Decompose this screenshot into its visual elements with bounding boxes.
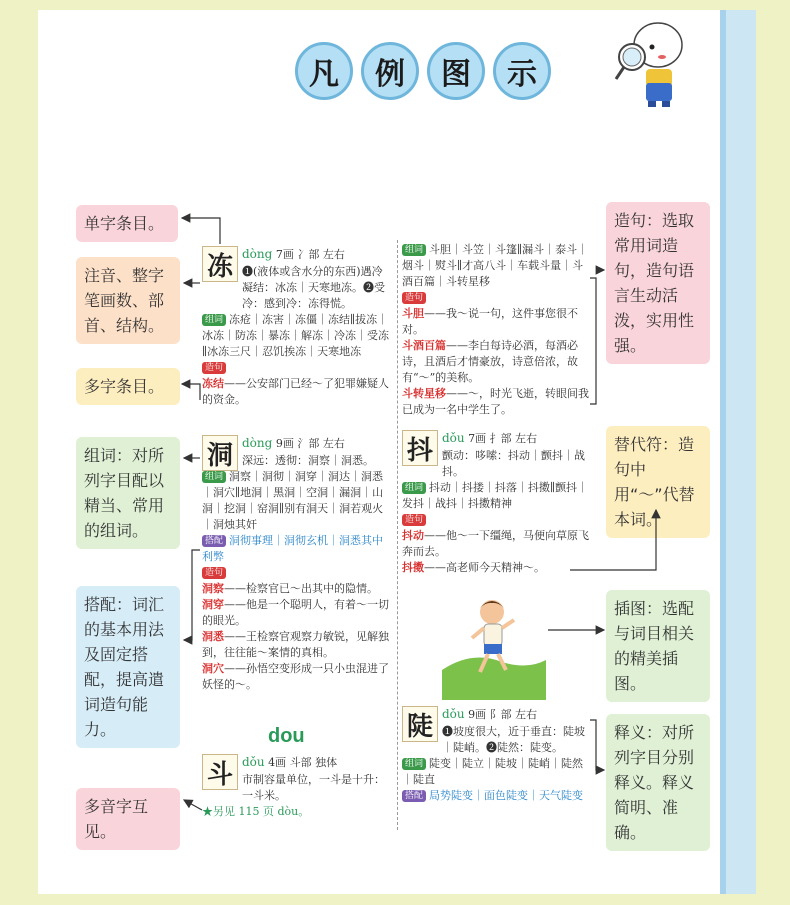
sentence-word: 洞穿	[202, 598, 224, 611]
sentence	[202, 597, 392, 629]
tag-words: 组词	[202, 471, 226, 483]
entry-meta: 4画 斗部 独体	[268, 756, 338, 769]
entry-meta: 7画 冫部 左右	[275, 248, 345, 261]
entry-head-dong2: 洞	[202, 435, 238, 471]
sentence-word: 洞悉	[202, 630, 224, 643]
tag-sentence: 造句	[402, 514, 426, 526]
definition: ❶(液体或含水分的东西)遇冷凝结：冰冻｜天寒地冻。❷受冷：感到冷：冻得慌。	[242, 265, 385, 310]
sentence	[402, 386, 590, 418]
sentence-text: ——孙悟空变形成一只小虫混进了妖怪的～。	[202, 662, 389, 691]
entry-dong2	[242, 435, 390, 452]
tag-words: 组词	[402, 758, 426, 770]
entry-dou3	[442, 706, 590, 723]
section-pinyin: dou	[268, 725, 305, 747]
note-collocation: 搭配：词汇的基本用法及固定搭配，提高遣词造句能力。	[76, 586, 180, 748]
tag-words: 组词	[202, 314, 226, 326]
sentence	[202, 661, 392, 693]
sentence-word: 斗转星移	[402, 387, 446, 400]
word-list: 抖动｜抖搂｜抖落｜抖擞∥颤抖｜发抖｜战抖｜抖擞精神	[402, 481, 589, 510]
word-group	[402, 756, 590, 788]
tag-words: 组词	[402, 482, 426, 494]
page-edge-strip	[720, 10, 756, 894]
sentence-word: 洞察	[202, 582, 224, 595]
sentence-block	[402, 512, 590, 528]
sentence-word: 洞穴	[202, 662, 224, 675]
note-definition: 释义：对所列字目分别释义。释义简明、准确。	[606, 714, 710, 851]
note-substitute: 替代符：造句中用“～”代替本词。	[606, 426, 710, 538]
entry-head-dou2: 抖	[402, 430, 438, 466]
pinyin: dǒu	[242, 755, 265, 769]
definition: 市制容量单位，一斗是十升：一斗米。	[242, 773, 385, 802]
sentence-block	[202, 565, 392, 581]
sentence	[402, 338, 590, 386]
word-group	[402, 242, 590, 290]
column-divider	[397, 240, 398, 830]
entry-dong	[242, 246, 390, 263]
tag-colloc: 搭配	[402, 790, 426, 802]
tag-words: 组词	[402, 244, 426, 256]
sentence-text: ——他是一个聪明人，有着～一切的眼光。	[202, 598, 389, 627]
title-char: 例	[361, 42, 419, 100]
pinyin: dòng	[242, 436, 273, 450]
sentence-word: 抖擞	[402, 561, 424, 574]
sentence-text: ——高老师今天精神～。	[424, 561, 545, 574]
entry-dou	[242, 754, 392, 771]
entry-dou-body	[202, 772, 392, 820]
entry-meta: 9画 氵部 左右	[275, 437, 345, 450]
colloc-list: 局势陡变｜面色陡变｜天气陡变	[429, 789, 584, 802]
entry-dou-continued	[402, 242, 590, 418]
boy-running-illustration	[442, 590, 546, 700]
entry-dou3-body	[402, 724, 590, 804]
tag-sentence: 造句	[402, 292, 426, 304]
note-illustration: 插图：选配与词目相关的精美插图。	[606, 590, 710, 702]
pinyin: dǒu	[442, 707, 465, 721]
collocation-block	[202, 533, 392, 565]
sentence-word: 冻结	[202, 377, 224, 390]
sentence-text: ——我～说一句，这件事您很不对。	[402, 307, 578, 336]
title-char: 凡	[295, 42, 353, 100]
word-group	[402, 480, 590, 512]
sentence-word: 抖动	[402, 529, 424, 542]
sentence	[402, 560, 590, 576]
entry-dong2-body	[202, 453, 392, 693]
entry-dong-body	[202, 264, 392, 408]
note-sentence: 造句：选取常用词造句，造句语言生动活泼，实用性强。	[606, 202, 710, 364]
tag-sentence: 造句	[202, 362, 226, 374]
tag-colloc: 搭配	[202, 535, 226, 547]
pinyin: dǒu	[442, 431, 465, 445]
sentence-text: ——公安部门已经～了犯罪嫌疑人的资金。	[202, 377, 389, 406]
definition: 深远：透彻：洞察｜洞悉。	[242, 454, 374, 467]
entry-meta: 7画 扌部 左右	[468, 432, 538, 445]
sentence-text: ——检察官已～出其中的隐情。	[224, 582, 378, 595]
colloc-list: 洞彻事理｜洞彻玄机｜洞悉其中利弊	[202, 534, 384, 563]
sentence-text: ——王检察官观察力敏锐，见解独到，往往能～案情的真相。	[202, 630, 389, 659]
title-char: 图	[427, 42, 485, 100]
sentence	[202, 629, 392, 661]
definition: 颤动：哆嗦：抖动｜颤抖｜战抖。	[442, 449, 585, 478]
sentence-word: 斗胆	[402, 307, 424, 320]
tag-sentence: 造句	[202, 567, 226, 579]
note-multi-entry: 多字条目。	[76, 368, 180, 405]
word-list: 陡变｜陡立｜陡坡｜陡峭｜陡然｜陡直	[402, 757, 584, 786]
page-title	[295, 42, 551, 100]
word-list: 洞察｜洞彻｜洞穿｜洞达｜洞悉｜洞穴∥地洞｜黑洞｜空洞｜漏洞｜山洞｜挖洞｜窑洞∥别有洞天｜洞若观火｜洞烛其奸	[202, 470, 384, 531]
note-phonetic: 注音、整字笔画数、部首、结构。	[76, 257, 180, 344]
sentence-block	[402, 290, 590, 306]
word-list: 斗胆｜斗笠｜斗篷∥漏斗｜泰斗｜烟斗｜熨斗∥才高八斗｜车载斗量｜斗酒百篇｜斗转星移	[402, 243, 589, 288]
sentence-text: ——～，时光飞逝，转眼间我已成为一名中学生了。	[402, 387, 589, 416]
entry-dou2	[442, 430, 590, 447]
word-list: 冻疮｜冻害｜冻僵｜冻结∥拔冻｜冰冻｜防冻｜暴冻｜解冻｜冷冻｜受冻∥冰冻三尺｜忍饥挨冻｜天寒地冻	[202, 313, 389, 358]
sentence-block	[202, 360, 392, 408]
see-also: ★另见 115 页 dòu。	[202, 805, 310, 818]
definition: ❶坡度很大，近于垂直：陡坡｜陡峭。❷陡然：陡变。	[442, 725, 585, 754]
title-char: 示	[493, 42, 551, 100]
collocation-block	[402, 788, 590, 804]
word-group	[202, 312, 392, 360]
entry-head-dong: 冻	[202, 246, 238, 282]
note-polyphone: 多音字互见。	[76, 788, 180, 850]
entry-head-dou3: 陡	[402, 706, 438, 742]
word-group	[202, 469, 392, 533]
note-single-entry: 单字条目。	[76, 205, 178, 242]
entry-head-dou: 斗	[202, 754, 238, 790]
sentence-text: ——他～一下缰绳，马便向草原飞奔而去。	[402, 529, 589, 558]
sentence-word: 斗酒百篇	[402, 339, 446, 352]
mascot-icon	[610, 15, 690, 110]
sentence-text: ——李白每诗必酒，每酒必诗，且酒后才情豪放，诗意倍浓，故有“～”的美称。	[402, 339, 578, 384]
entry-dou2-body	[402, 448, 590, 576]
entry-meta: 9画 阝部 左右	[468, 708, 538, 721]
sentence	[402, 528, 590, 560]
pinyin: dòng	[242, 247, 273, 261]
sentence	[202, 581, 392, 597]
sentence	[402, 306, 590, 338]
note-word-group: 组词：对所列字目配以精当、常用的组词。	[76, 437, 180, 549]
